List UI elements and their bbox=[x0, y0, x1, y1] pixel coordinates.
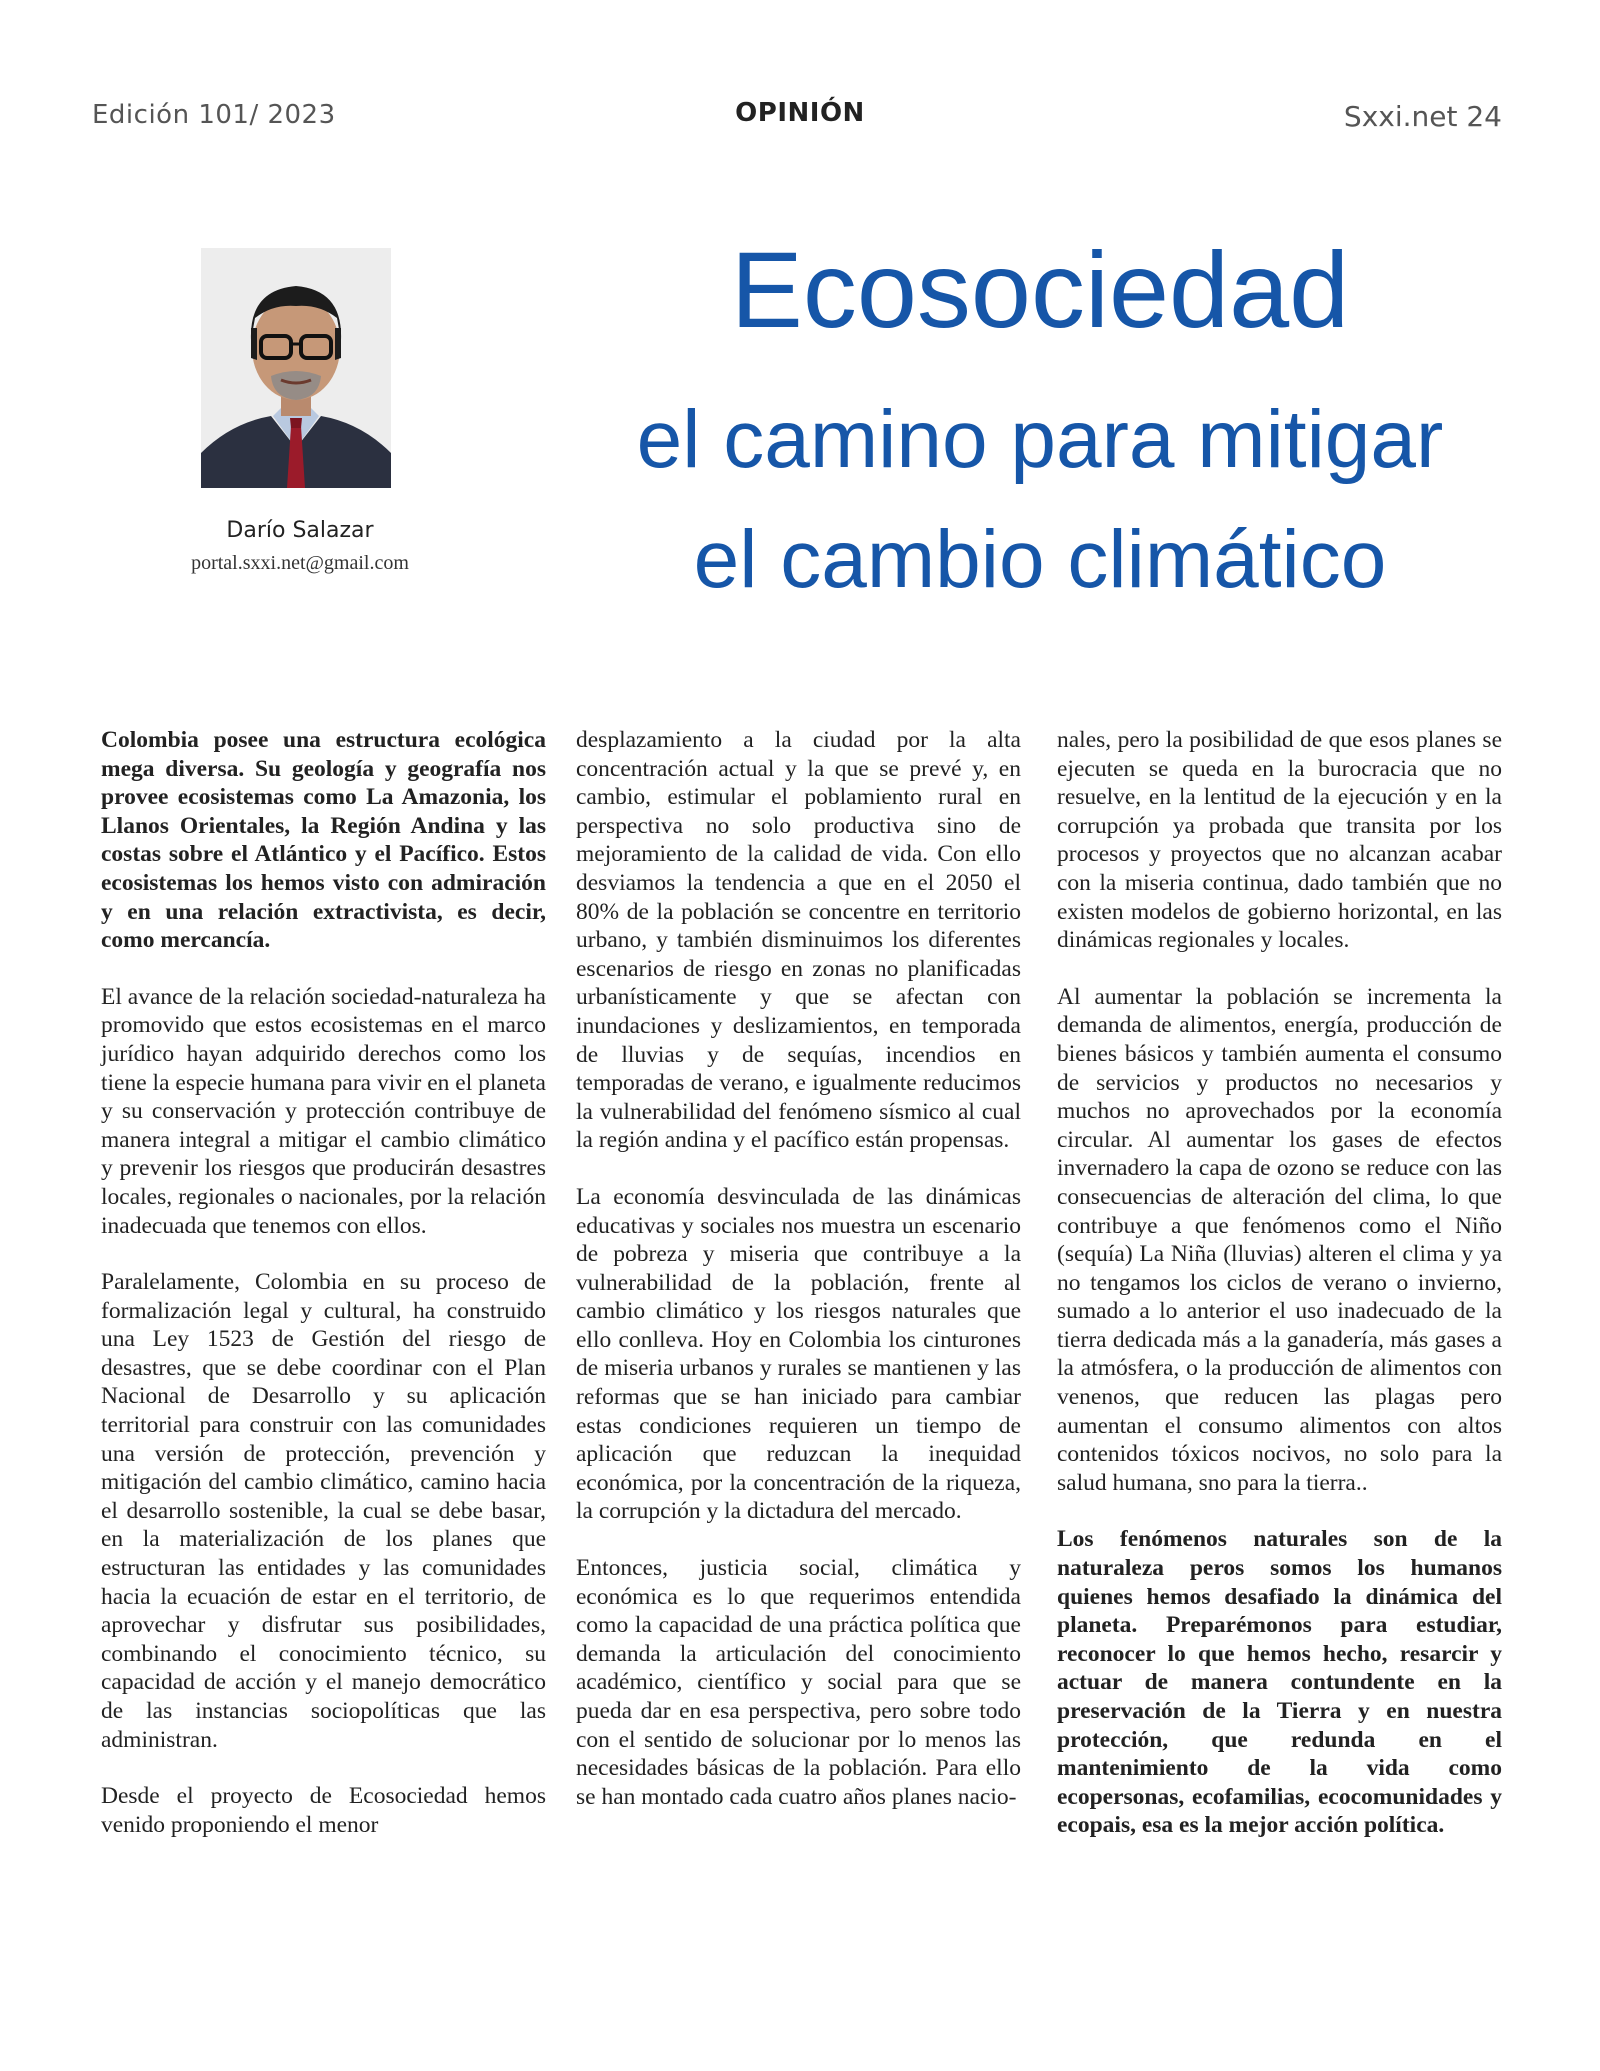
article-subtitle-line-1: el camino para mitigar bbox=[636, 394, 1444, 485]
text-column-2 bbox=[576, 726, 1021, 1839]
author-email: portal.sxxi.net@gmail.com bbox=[191, 552, 409, 574]
paragraph: Desde el proyecto de Ecosociedad hemos venido proponiendo el menor bbox=[101, 1783, 546, 1838]
paragraph: Al aumentar la población se incrementa la demanda de alimentos, energía, producción de bienes básicos y también aumenta el consumo de servicios y productos no necesarios y muchos no aprovechados por la economía circular. Al aumentar los gases de efectos invernadero la capa de ozono se reduce con las consecuencias de alteración del clima, lo que contribuye a que fenómenos como el Niño (sequía) La Niña (lluvias) alteren el clima y ya no tengamos los ciclos de verano o invierno, sumado a lo anterior el uso inadecuado de la tierra dedicada más a la ganadería, más gases a la atmósfera, o la producción de alimentos con venenos, que reducen las plagas pero aumentan el consumo alimentos con altos contenidos tóxicos nocivos, no solo para la salud humana, sno para la tierra.. bbox=[1057, 983, 1502, 1496]
paragraph: nales, pero la posibilidad de que esos planes se ejecuten se queda en la burocracia que no resuelve, en la lentitud de la ejecución y en la corrupción ya probada que transita por los procesos y proyectos que no alcanzan acabar con la miseria continua, dado también que no existen modelos de gobierno horizontal, en las dinámicas regionales y locales. bbox=[1057, 727, 1502, 954]
paragraph: desplazamiento a la ciudad por la alta concentración actual y la que se prevé y, en cambio, estimular el poblamiento rural en perspectiva no solo productiva sino de mejoramiento de la calidad de vida. Con ello desviamos la tendencia a que en el 2050 el 80% de la población se concentre en territorio urbano, y también disminuimos los diferentes escenarios de riesgo en zonas no planificadas urbanísticamente y que se afectan con inundaciones y deslizamientos, en temporada de lluvias y de sequías, incendios en temporadas de verano, e igualmente reducimos la vulnerabilidad del fenómeno sísmico al cual la región andina y el pacífico están propensas. bbox=[576, 727, 1021, 1154]
article-title: Ecosociedad bbox=[730, 229, 1350, 350]
paragraph: Paralelamente, Colombia en su proceso de formalización legal y cultural, ha construido una Ley 1523 de Gestión del riesgo de desastres, que se debe coordinar con el Plan Nacional de Desarrollo y su aplicación territorial para construir con las comunidades una versión de protección, prevención y mitigación del cambio climático, camino hacia el desarrollo sostenible, la cual se debe basar, en la materialización de los planes que estructuran las entidades y las comunidades hacia la ecuación de estar en el territorio, de aprovechar y disfrutar sus posibilidades, combinando el conocimiento técnico, su capacidad de acción y el manejo democrático de las instancias sociopolíticas que las administran. bbox=[101, 1269, 546, 1753]
text-column-3 bbox=[1057, 726, 1502, 1868]
article-subtitle-line-2: el cambio climático bbox=[693, 514, 1387, 605]
paragraph: La economía desvinculada de las dinámicas educativas y sociales nos muestra un escenario de pobreza y miseria que contribuye a la vulnerabilidad de la población, frente al cambio climático y los riesgos naturales que ello conlleva. Hoy en Colombia los cinturones de miseria urbanos y rurales se mantienen y las reformas que se han iniciado para cambiar estas condiciones requieren un tiempo de aplicación que reduzcan la inequidad económica, por la concentración de la riqueza, la corrupción y la dictadura del mercado. bbox=[576, 1183, 1021, 1525]
author-portrait bbox=[201, 248, 391, 488]
text-column-1 bbox=[101, 726, 546, 1867]
edition-label: Edición 101/ 2023 bbox=[92, 100, 336, 130]
paragraph: Entonces, justicia social, climática y económica es lo que requerimos entendida como la capacidad de una práctica política que demanda la articulación del conocimiento académico, científico y social para que se pueda dar en esa perspectiva, pero sobre todo con el sentido de solucionar por lo menos las necesidades básicas de la población. Para ello se han montado cada cuatro años planes nacio- bbox=[576, 1555, 1021, 1810]
lead-paragraph: Colombia posee una estructura ecológica mega diversa. Su geología y geografía nos provee ecosistemas como La Amazonia, los Llanos Orientales, la Región Andina y las costas sobre el Atlántico y el Pacífico. Estos ecosistemas los hemos visto con admiración y en una relación extractivista, es decir, como mercancía. bbox=[101, 727, 546, 954]
site-page-label: Sxxi.net 24 bbox=[1343, 100, 1502, 133]
closing-paragraph: Los fenómenos naturales son de la naturaleza peros somos los humanos quienes hemos desafiado la dinámica del planeta. Preparémonos para estudiar, reconocer lo que hemos hecho, resarcir y actuar de manera contundente en la preservación de la Tierra y en nuestra protección, que redunda en el mantenimiento de la vida como ecopersonas, ecofamilias, ecocomunidades y ecopais, esa es la mejor acción política. bbox=[1057, 1526, 1502, 1839]
paragraph: El avance de la relación sociedad-naturaleza ha promovido que estos ecosistemas en el marco jurídico hayan adquirido derechos como los tiene la especie humana para vivir en el planeta y su conservación y protección contribuye de manera integral a mitigar el cambio climático y prevenir los riesgos que producirán desastres locales, regionales o nacionales, por la relación inadecuada que tenemos con ellos. bbox=[101, 983, 546, 1239]
section-label: OPINIÓN bbox=[735, 98, 865, 128]
author-name: Darío Salazar bbox=[226, 518, 374, 543]
